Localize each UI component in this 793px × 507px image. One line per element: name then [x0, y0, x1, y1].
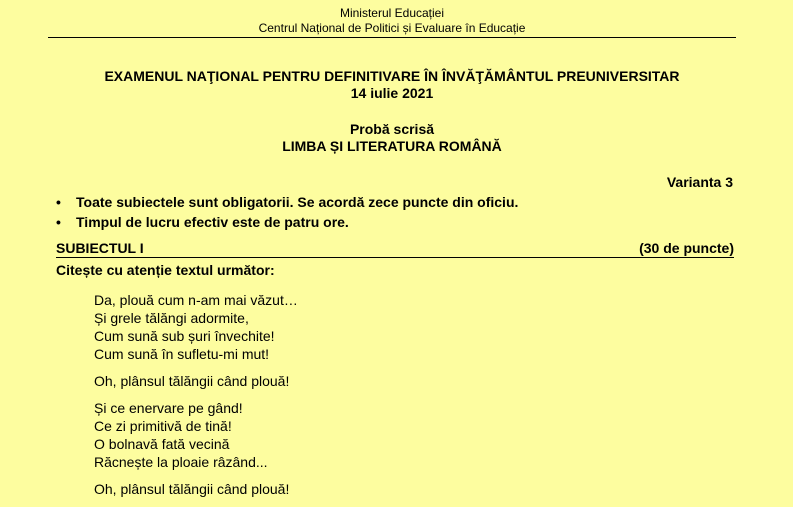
exam-title-block	[48, 68, 736, 102]
reading-instruction: Citește cu atenție textul următor:	[56, 262, 275, 278]
poem-verse: O bolnavă fată vecină	[94, 436, 230, 452]
header-divider	[48, 37, 736, 38]
poem-verse: Răcnește la ploaie râzând...	[94, 454, 268, 470]
poem-stanza	[94, 399, 298, 471]
section-name: SUBIECTUL I	[56, 240, 144, 256]
variant-label: Varianta 3	[666, 174, 733, 190]
test-title-block	[48, 121, 736, 155]
ministry-name: Ministerul Educației	[339, 6, 445, 20]
poem-stanza	[94, 480, 298, 498]
rule-item: • Toate subiectele sunt obligatorii. Se acordă zece puncte din oficiu.	[56, 192, 518, 212]
poem-verse: Da, plouă cum n-am mai văzut…	[94, 292, 298, 308]
section-heading	[56, 240, 734, 258]
exam-title: EXAMENUL NAŢIONAL PENTRU DEFINITIVARE ÎN ÎNVĂŢĂMÂNTUL PREUNIVERSITAR	[104, 68, 680, 84]
poem-stanza	[94, 291, 298, 363]
poem-verse: Și grele tălăngi adormite,	[94, 310, 249, 326]
poem-verse: Cum sună sub șuri învechite!	[94, 328, 275, 344]
center-name: Centrul Național de Politici și Evaluare în Educație	[258, 21, 526, 35]
poem-verse: Ce zi primitivă de tină!	[94, 418, 232, 434]
poem-verse: Oh, plânsul tălăngii când plouă!	[94, 481, 290, 497]
test-subject: LIMBA ȘI LITERATURA ROMÂNĂ	[282, 138, 502, 154]
poem-verse: Și ce enervare pe gând!	[94, 400, 243, 416]
poem-verse: Cum sună în sufletu-mi mut!	[94, 346, 270, 362]
exam-date: 14 iulie 2021	[350, 85, 434, 101]
section-points: (30 de puncte)	[639, 240, 734, 256]
rule-item: • Timpul de lucru efectiv este de patru ore.	[56, 212, 518, 232]
poem-verse: Oh, plânsul tălăngii când plouă!	[94, 373, 290, 389]
rules-list	[56, 192, 518, 232]
poem-text	[94, 291, 298, 507]
test-type: Probă scrisă	[349, 121, 435, 137]
poem-stanza	[94, 372, 298, 390]
document-header	[48, 6, 736, 36]
